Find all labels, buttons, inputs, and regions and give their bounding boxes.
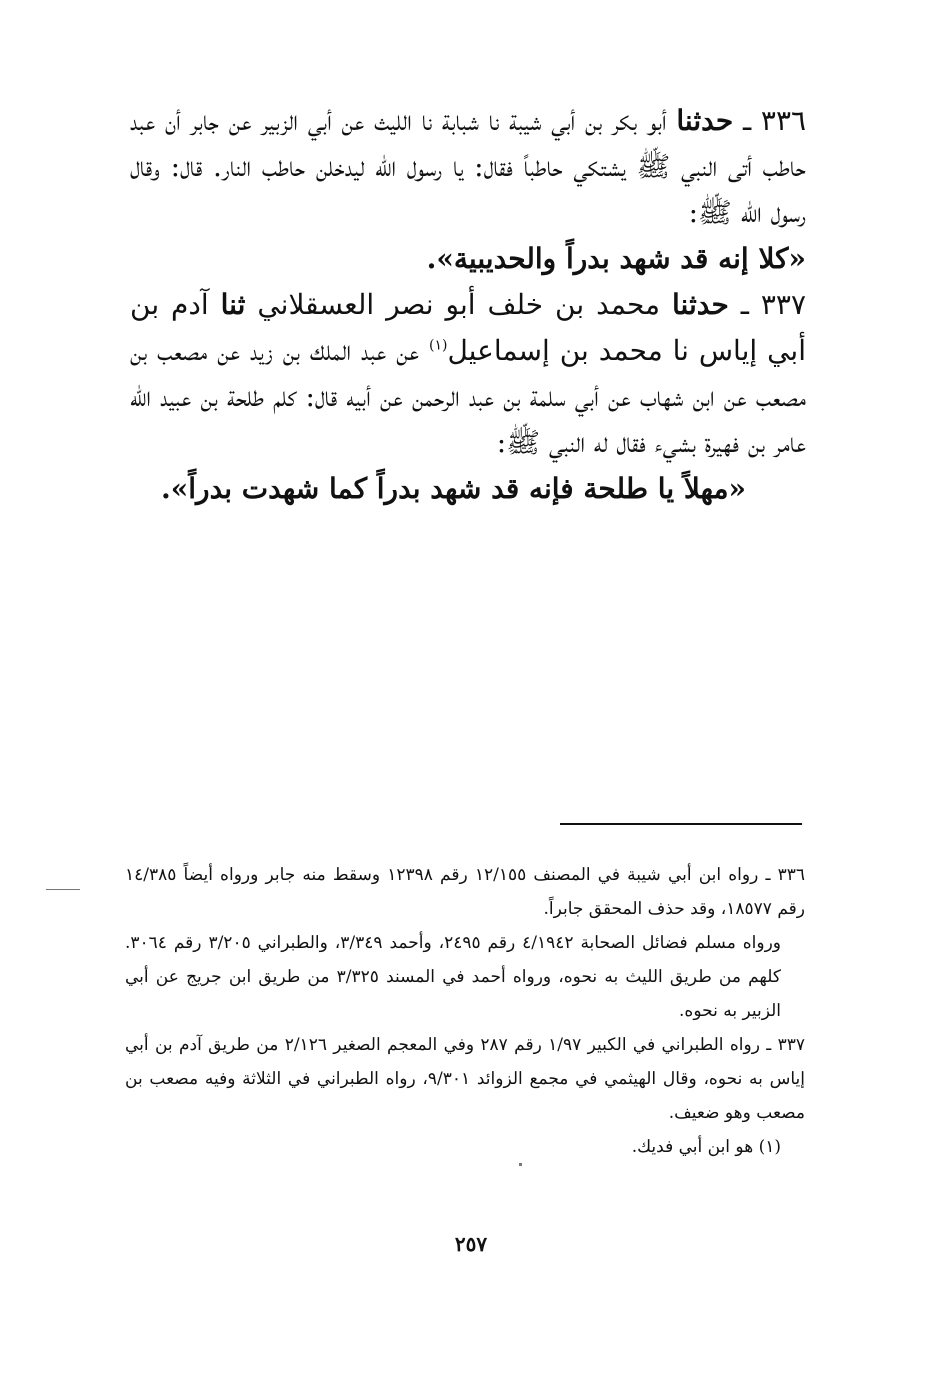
hadith-text: آدم بن أبي إياس نا محمد بن إسماعيل xyxy=(130,288,807,367)
note-337: ٣٣٧ ـ رواه الطبراني في الكبير ١/٩٧ رقم ٢٨٧ وفي المعجم الصغير ٢/١٢٦ من طريق آدم بن أبي إياس به نحوه، وقال الهيثمي في مجمع الزوائد ٩/٣٠١، رواه الطبراني في الثلاثة وفيه مصعب بن مصعب وهو ضعيف. xyxy=(125,1035,805,1123)
hadith-text: أبو بكر بن أبي شيبة نا شبابة نا الليث عن أبي الزبير عن جابر أن عبد حاطب أتى النبي ﷺ يشتكي حاطباً فقال: يا رسول الله ليدخلن حاطب النار. قال: وقال رسول الله ﷺ: xyxy=(130,104,806,229)
footnote-divider xyxy=(560,823,802,825)
note-336-continued: ورواه مسلم فضائل الصحابة ٤/١٩٤٢ رقم ٢٤٩٥، وأحمد ٣/٣٤٩، والطبراني ٣/٢٠٥ رقم ٣٠٦٤. كلهم من طريق الليث به نحوه، ورواه أحمد في المسند ٣/٣٢٥ من طريق ابن جريج عن أبي الزبير به نحوه. xyxy=(125,933,781,1021)
hadith-text: محمد بن خلف أبو نصر العسقلاني xyxy=(257,288,661,321)
scan-mark xyxy=(519,1163,522,1166)
hadith-quote: «كلا إنه قد شهد بدراً والحديبية». xyxy=(426,242,806,275)
footnote-1: (١) هو ابن أبي فديك. xyxy=(631,1137,781,1157)
footnote-marker: (١) xyxy=(428,337,448,354)
note-336: ٣٣٦ ـ رواه ابن أبي شيبة في المصنف ١٢/١٥٥ رقم ١٢٣٩٨ وسقط منه جابر ورواه أيضاً ١٤/٣٨٥ رقم ١٨٥٧٧، وقد حذف المحقق جابراً. xyxy=(125,865,805,919)
haddathana-keyword: حدثنا xyxy=(672,288,729,321)
page-number: ٢٥٧ xyxy=(454,1232,488,1256)
main-text xyxy=(130,98,806,512)
thana-keyword: ثنا xyxy=(220,288,246,321)
hadith-text: عن عبد الملك بن زيد عن مصعب بن مصعب عن ابن شهاب عن أبي سلمة بن عبد الرحمن عن أبيه قال: كلم طلحة بن عبيد الله عامر بن فهيرة بشيء فقال له النبي ﷺ: xyxy=(130,334,806,459)
scan-mark xyxy=(46,889,80,890)
haddathana-keyword: حدثنا xyxy=(676,104,734,137)
footnotes xyxy=(125,858,805,1164)
hadith-336 xyxy=(130,98,806,236)
hadith-number: ٣٣٦ ـ xyxy=(742,104,807,137)
hadith-number: ٣٣٧ ـ xyxy=(740,288,807,321)
hadith-337 xyxy=(130,282,806,466)
hadith-quote: «مهلاً يا طلحة فإنه قد شهد بدراً كما شهدت بدراً». xyxy=(161,472,746,505)
